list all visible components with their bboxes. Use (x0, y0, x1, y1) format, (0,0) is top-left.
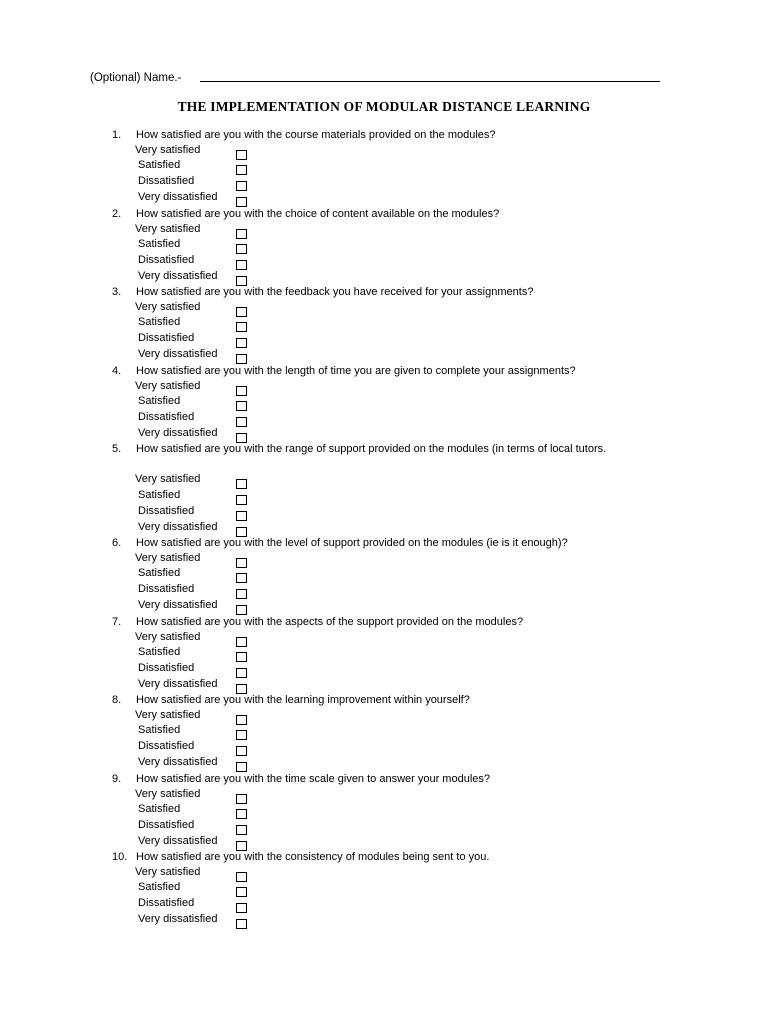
option-label: Very dissatisfied (138, 190, 218, 203)
question-text: How satisfied are you with the level of support provided on the modules (ie is it enough)? (136, 537, 568, 549)
question-text: How satisfied are you with the consistency of modules being sent to you. (136, 851, 490, 863)
answer-checkbox[interactable] (236, 386, 247, 396)
answer-checkbox[interactable] (236, 479, 247, 489)
answer-checkbox[interactable] (236, 307, 247, 317)
question-number: 9. (112, 773, 122, 785)
option-label: Dissatisfied (138, 819, 195, 832)
option-label: Very satisfied (135, 708, 201, 721)
answer-checkbox[interactable] (236, 527, 247, 537)
option-label: Very satisfied (135, 379, 201, 392)
question-number: 8. (112, 694, 122, 706)
answer-checkbox[interactable] (236, 762, 247, 772)
question-text: How satisfied are you with the time scale given to answer your modules? (136, 773, 491, 785)
answer-checkbox[interactable] (236, 150, 247, 160)
option-label: Dissatisfied (138, 332, 195, 345)
question-number: 4. (112, 365, 122, 377)
question-text: How satisfied are you with the feedback you have received for your assignments? (136, 286, 534, 298)
option-label: Satisfied (138, 395, 181, 408)
option-label: Very satisfied (135, 787, 201, 800)
answer-checkbox[interactable] (236, 197, 247, 207)
answer-checkbox[interactable] (236, 903, 247, 913)
answer-checkbox[interactable] (236, 558, 247, 568)
option-label: Very dissatisfied (138, 598, 218, 611)
page-title: THE IMPLEMENTATION OF MODULAR DISTANCE LEARNING (177, 99, 591, 114)
option-label: Dissatisfied (138, 583, 195, 596)
answer-checkbox[interactable] (236, 165, 247, 175)
answer-checkbox[interactable] (236, 746, 247, 756)
question-text: How satisfied are you with the choice of content available on the modules? (136, 208, 500, 220)
question-text: How satisfied are you with the learning improvement within yourself? (136, 694, 470, 706)
answer-checkbox[interactable] (236, 401, 247, 411)
option-label: Dissatisfied (138, 254, 195, 267)
option-label: Dissatisfied (138, 411, 195, 424)
answer-checkbox[interactable] (236, 730, 247, 740)
question-number: 10. (112, 851, 128, 863)
answer-checkbox[interactable] (236, 322, 247, 332)
option-label: Very satisfied (135, 630, 201, 643)
option-label: Very satisfied (135, 865, 201, 878)
question-number: 1. (112, 129, 122, 141)
answer-checkbox[interactable] (236, 809, 247, 819)
option-label: Very satisfied (135, 473, 201, 486)
answer-checkbox[interactable] (236, 825, 247, 835)
answer-checkbox[interactable] (236, 417, 247, 427)
option-label: Very dissatisfied (138, 269, 218, 282)
answer-checkbox[interactable] (236, 573, 247, 583)
answer-checkbox[interactable] (236, 887, 247, 897)
option-label: Satisfied (138, 881, 181, 894)
option-label: Very satisfied (135, 222, 201, 235)
option-label: Satisfied (138, 159, 181, 172)
question-number: 6. (112, 537, 122, 549)
answer-checkbox[interactable] (236, 794, 247, 804)
option-label: Satisfied (138, 316, 181, 329)
option-label: Very satisfied (135, 300, 201, 313)
answer-checkbox[interactable] (236, 244, 247, 254)
name-field-label (90, 72, 181, 84)
question-text: How satisfied are you with the course materials provided on the modules? (136, 129, 496, 141)
question-number: 5. (112, 443, 122, 455)
option-label: Satisfied (138, 803, 181, 816)
option-label: Very dissatisfied (138, 677, 218, 690)
question-text: How satisfied are you with the range of support provided on the modules (in terms of local tutors. (136, 443, 607, 455)
answer-checkbox[interactable] (236, 652, 247, 662)
answer-checkbox[interactable] (236, 589, 247, 599)
answer-checkbox[interactable] (236, 511, 247, 521)
answer-checkbox[interactable] (236, 637, 247, 647)
answer-checkbox[interactable] (236, 354, 247, 364)
option-label: Dissatisfied (138, 897, 195, 910)
question-8 (112, 693, 672, 709)
answer-checkbox[interactable] (236, 338, 247, 348)
option-label: Very dissatisfied (138, 520, 218, 533)
question-6 (112, 536, 672, 552)
question-number: 3. (112, 286, 122, 298)
option-label: Very dissatisfied (138, 426, 218, 439)
question-4 (112, 364, 672, 380)
option-label: Satisfied (138, 567, 181, 580)
answer-checkbox[interactable] (236, 181, 247, 191)
question-10 (112, 850, 672, 866)
option-label: Dissatisfied (138, 662, 195, 675)
answer-checkbox[interactable] (236, 605, 247, 615)
option-label: Very dissatisfied (138, 347, 218, 360)
option-label: Satisfied (138, 238, 181, 251)
option-label: Very satisfied (135, 143, 201, 156)
option-label: Dissatisfied (138, 504, 195, 517)
option-label: Very dissatisfied (138, 912, 218, 925)
option-label: Satisfied (138, 646, 181, 659)
question-text: How satisfied are you with the length of time you are given to complete your assignments? (136, 365, 576, 377)
option-label: Very dissatisfied (138, 834, 218, 847)
question-number: 7. (112, 616, 122, 628)
answer-checkbox[interactable] (236, 495, 247, 505)
name-input-line[interactable] (200, 81, 660, 82)
question-number: 2. (112, 208, 122, 220)
option-label: Satisfied (138, 724, 181, 737)
option-label: Very satisfied (135, 551, 201, 564)
question-7 (112, 615, 672, 631)
answer-checkbox[interactable] (236, 872, 247, 882)
answer-checkbox[interactable] (236, 668, 247, 678)
option-label: Dissatisfied (138, 175, 195, 188)
question-3 (112, 285, 672, 301)
question-9 (112, 772, 672, 788)
answer-checkbox[interactable] (236, 715, 247, 725)
answer-checkbox[interactable] (236, 919, 247, 929)
question-2 (112, 207, 672, 223)
option-label: Dissatisfied (138, 740, 195, 753)
question-5 (112, 442, 672, 458)
question-text: How satisfied are you with the aspects of the support provided on the modules? (136, 616, 524, 628)
name-label: (Optional) Name.- (90, 72, 182, 84)
question-1 (112, 128, 672, 144)
option-label: Very dissatisfied (138, 755, 218, 768)
answer-checkbox[interactable] (236, 229, 247, 239)
option-label: Satisfied (138, 489, 181, 502)
answer-checkbox[interactable] (236, 260, 247, 270)
